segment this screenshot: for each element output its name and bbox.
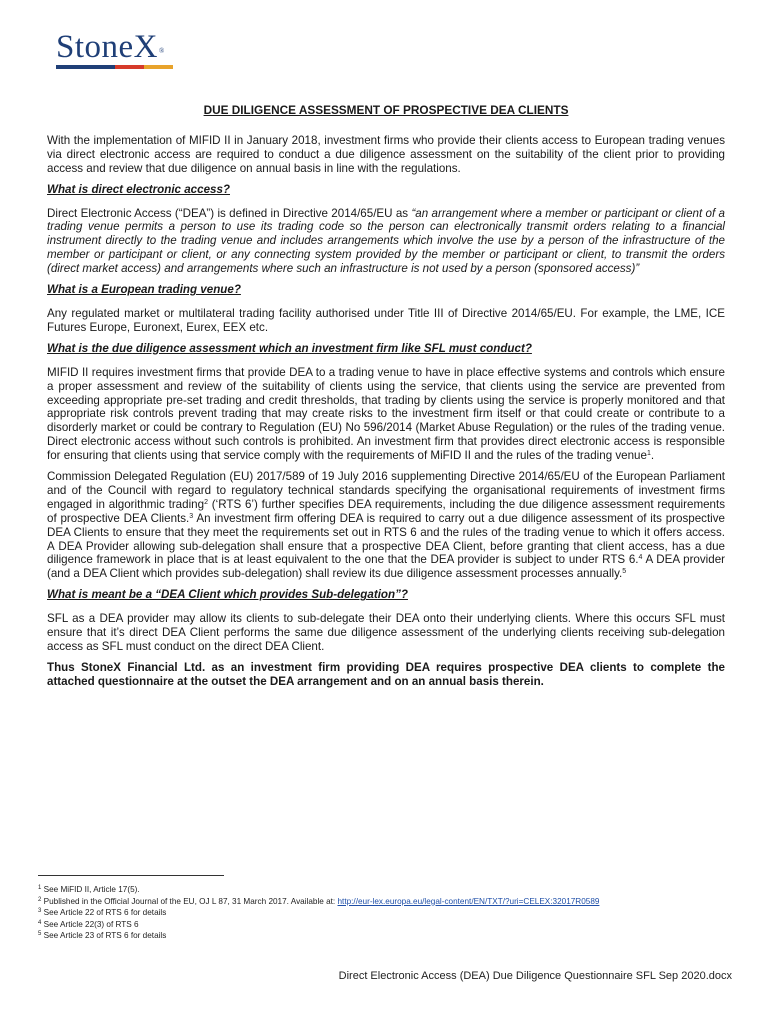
footnote-ref: 4: [638, 554, 643, 562]
section-heading: What is a European trading venue?: [47, 283, 241, 297]
logo-color-bar: [56, 65, 173, 69]
footnote-ref: 1: [646, 450, 651, 458]
dea-definition-quote: “an arrangement where a member or participant or client of a trading venue permits a person to use its trading code so the person can electronically transmit orders relating to a financial instrument directly to the trading venue and includes arrangements which involve the use by a person of the infrastructure of the member or participant or client, or any connecting system provided by the member or participant or client, to transmit the orders (direct market access) and arrangements where such an infrastructure is not used by a person (sponsored access)”: [47, 206, 725, 276]
sub-delegation-paragraph: SFL as a DEA provider may allow its clients to sub-delegate their DEA onto their underlying clients. Where this occurs SFL must ensure that it’s direct DEA Client performs the same due diligence assessment of the underlying clients receiving sub-delegation access as SFL must conduct on the direct DEA Client.: [47, 612, 725, 653]
footnote-ref: 3: [189, 512, 194, 520]
logo-bar-segment: [56, 65, 85, 69]
page-title: DUE DILIGENCE ASSESSMENT OF PROSPECTIVE DEA CLIENTS: [203, 103, 569, 117]
trading-venue-paragraph: Any regulated market or multilateral trading facility authorised under Title III of Directive 2014/65/EU. For example, the LME, ICE Futures Europe, Euronext, Eurex, EEX etc.: [47, 306, 725, 334]
footnote: $^5$ See Article 23 of RTS 6 for details: [38, 931, 167, 940]
footnote-ref: 5: [622, 568, 627, 576]
logo-bar-segment: [144, 65, 173, 69]
rts6-paragraph: Commission Delegated Regulation (EU) 2017/589 of 19 July 2016 supplementing Directive 2014/65/EU of the European Parliament and of the Council with regard to regulatory technical standards specifying the organisational requirements of investment firms engaged in algorithmic trading$^2$ (‘RTS 6’) further specifies DEA requirements, including the due diligence assessment requirements of prospective DEA Clients.$^3$ An investment firm offering DEA is required to carry out a due diligence assessment of its prospective DEA Clients to ensure that they meet the requirements set out in RTS 6 and the rules of the trading venue to which it offers access. A DEA Provider allowing sub-delegation shall ensure that a prospective DEA Client, before granting that client access, has a due diligence framework in place that is at least equivalent to the one that the DEA provider is subject to under RTS 6.$^4$ A DEA provider (and a DEA Client which provides sub-delegation) shall review its due diligence assessment processes annually.$^5$: [47, 470, 726, 581]
footnote: $^3$ See Article 22 of RTS 6 for details: [38, 908, 167, 917]
logo-bar-segment: [85, 65, 114, 69]
page-footer: Direct Electronic Access (DEA) Due Diligence Questionnaire SFL Sep 2020.docx: [338, 970, 732, 982]
footnote: $^2$ Published in the Official Journal of the EU, OJ L 87, 31 March 2017. Available at: http://eur-lex.europa.eu/legal-content/EN/TXT/?uri=CELEX:32017R0589: [38, 896, 600, 906]
document-body: [47, 104, 725, 696]
footnote-ref: 2: [204, 498, 208, 506]
section-heading: What is direct electronic access?: [47, 182, 230, 196]
logo-bar-segment: [115, 65, 144, 69]
footnote: $^1$ See MiFID II, Article 17(5).: [38, 885, 140, 894]
mifid-requirements-paragraph: MIFID II requires investment firms that provide DEA to a trading venue to have in place effective systems and controls which ensure a proper assessment and review of the suitability of clients using the service, that clients using the service are prevented from exceeding appropriate pre-set trading and credit thresholds, that trading by clients using the service is properly monitored and that appropriate risk controls prevent trading that may create risks to the investment firm itself or that could create or contribute to a disorderly market or could be contrary to Regulation (EU) No 596/2014 (Market Abuse Regulation) or the rules of the trading venue. Direct electronic access without such controls is prohibited. An investment firm that provides direct electronic access is responsible for ensuring that clients using that service comply with the requirements of MiFID II and the rules of the trading venue$^1$.: [47, 365, 725, 463]
footnote-divider: [38, 875, 224, 876]
dea-definition-paragraph: Direct Electronic Access (“DEA”) is defined in Directive 2014/65/EU as “an arrangement where a member or participant or client of a trading venue permits a person to use its trading code so the person can electronically transmit orders relating to a financial instrument directly to the trading venue and includes arrangements which involve the use by a person of the infrastructure of the member or participant or client, or any connecting system provided by the member or participant or client, to transmit the orders (direct market access) and arrangements where such an infrastructure is not used by a person (sponsored access)”: [47, 206, 725, 276]
eur-lex-link[interactable]: http://eur-lex.europa.eu/legal-content/EN/TXT/?uri=CELEX:32017R0589: [337, 896, 600, 906]
section-heading: What is meant be a “DEA Client which provides Sub-delegation”?: [47, 588, 408, 602]
section-heading: What is the due diligence assessment which an investment firm like SFL must conduct?: [47, 341, 532, 355]
footnote: $^4$ See Article 22(3) of RTS 6: [38, 919, 139, 929]
intro-paragraph: With the implementation of MIFID II in January 2018, investment firms who provide their clients access to European trading venues via direct electronic access are required to conduct a due diligence assessment on the suitability of the client prior to providing access and review that due diligence on annual basis in line with the regulations.: [47, 133, 725, 175]
stonex-logo: [56, 30, 173, 69]
conclusion-paragraph: Thus StoneX Financial Ltd. as an investment firm providing DEA requires prospective DEA clients to complete the attached questionnaire at the outset the DEA arrangement and on an annual basis therein.: [47, 660, 725, 688]
footnotes: [38, 884, 599, 942]
logo-wordmark: StoneX®: [56, 29, 165, 65]
